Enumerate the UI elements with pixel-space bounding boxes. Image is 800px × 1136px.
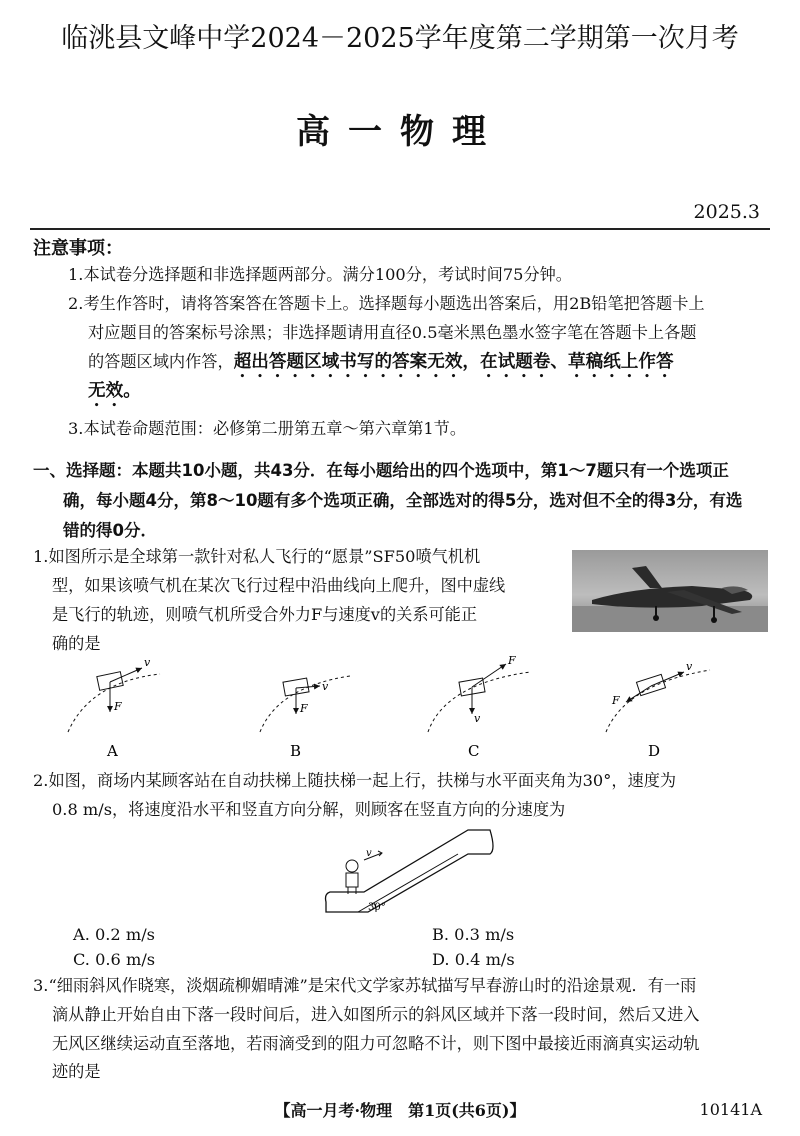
escalator-angle-label: 30° bbox=[368, 902, 386, 913]
q2-option-b: B. 0.3 m/s bbox=[432, 925, 515, 944]
q1-c-v-label: v bbox=[474, 712, 481, 725]
q3-line4: 迹的是 bbox=[52, 1062, 101, 1081]
q2-line1: 2.如图，商场内某顾客站在自动扶梯上随扶梯一起上行，扶梯与水平面夹角为30°，速度为 bbox=[33, 771, 677, 790]
q3-line2: 滴从静止开始自由下落一段时间后，进入如图所示的斜风区域并下落一段时间，然后又进入 bbox=[52, 1005, 700, 1024]
q3-line1: 3.“细雨斜风作晓寒，淡烟疏柳媚晴滩”是宋代文学家苏轼描写早春游山时的沿途景观．有一雨 bbox=[33, 976, 697, 995]
note-item-2-line2: 对应题目的答案标号涂黑；非选择题请用直径0.5毫米黑色墨水签字笔在答题卡上各题 bbox=[88, 323, 697, 342]
note-item-2-line3 bbox=[88, 347, 674, 382]
note-item-2-emphasis: 超出答题区域书写的答案无效，在试题卷、草稿纸上作答 bbox=[233, 352, 674, 372]
note-item-1: 1.本试卷分选择题和非选择题两部分。满分100分，考试时间75分钟。 bbox=[68, 265, 572, 284]
q1-option-c-label: C bbox=[468, 742, 480, 760]
q1-c-f-label: F bbox=[508, 654, 516, 667]
q1-line1: 1.如图所示是全球第一款针对私人飞行的“愿景”SF50喷气机机 bbox=[33, 547, 481, 566]
q1-option-b-label: B bbox=[290, 742, 302, 760]
q2-line2: 0.8 m/s，将速度沿水平和竖直方向分解，则顾客在竖直方向的分速度为 bbox=[52, 800, 566, 819]
q1-option-d-label: D bbox=[648, 742, 661, 760]
q1-a-v-label: v bbox=[144, 656, 151, 669]
q1-option-d-diagram bbox=[606, 660, 710, 732]
notes-heading: 注意事项： bbox=[33, 238, 123, 259]
note-item-2-line1: 2.考生作答时，请将答案答在答题卡上。选择题每小题选出答案后，用2B铅笔把答题卡上 bbox=[68, 294, 705, 313]
exam-title: 临洮县文峰中学2024－2025学年度第二学期第一次月考 bbox=[61, 23, 739, 54]
q2-option-a: A. 0.2 m/s bbox=[73, 925, 155, 944]
jet-photo bbox=[572, 550, 768, 632]
q1-b-v-label: v bbox=[322, 680, 329, 693]
escalator-diagram bbox=[318, 826, 498, 916]
page-footer: 【高一月考·物理 第1页(共6页)】 bbox=[274, 1101, 526, 1120]
q1-line2: 型，如果该喷气机在某次飞行过程中沿曲线向上爬升，图中虚线 bbox=[52, 576, 506, 595]
note-item-2-plain: 的答题区域内作答， bbox=[88, 352, 234, 371]
q1-option-b-diagram bbox=[260, 676, 350, 732]
section-1-instructions bbox=[33, 456, 775, 546]
q1-d-f-label: F bbox=[612, 694, 620, 707]
note-item-3: 3.本试卷命题范围：必修第二册第五章～第六章第1节。 bbox=[68, 419, 467, 438]
q1-diagrams bbox=[50, 652, 750, 764]
section-1-line1: 一、选择题：本题共10小题，共43分．在每小题给出的四个选项中，第1～7题只有一个选项正 bbox=[33, 461, 729, 480]
q2-option-c: C. 0.6 m/s bbox=[73, 950, 156, 969]
q3-line3: 无风区继续运动直至落地，若雨滴受到的阻力可忽略不计，则下图中最接近雨滴真实运动轨 bbox=[52, 1034, 700, 1053]
q1-line3: 是飞行的轨迹，则喷气机所受合外力F与速度v的关系可能正 bbox=[52, 605, 478, 624]
q2-option-d: D. 0.4 m/s bbox=[432, 950, 515, 969]
header-divider bbox=[30, 228, 770, 230]
note-item-2-emphasis-end: 无效。 bbox=[88, 381, 141, 401]
section-1-line3: 错的得0分． bbox=[63, 521, 157, 540]
section-1-line2: 确，每小题4分，第8～10题有多个选项正确，全部选对的得5分，选对但不全的得3分，有选 bbox=[63, 491, 743, 510]
q1-option-c-diagram bbox=[428, 654, 530, 732]
subject-title: 高一物理 bbox=[296, 112, 504, 152]
q1-option-a-diagram bbox=[68, 656, 160, 732]
q1-d-v-label: v bbox=[686, 660, 693, 673]
q1-b-f-label: F bbox=[300, 702, 308, 715]
q1-a-f-label: F bbox=[114, 700, 122, 713]
q1-option-a-label: A bbox=[107, 742, 118, 760]
q1-line4: 确的是 bbox=[52, 634, 101, 653]
exam-code: 10141A bbox=[699, 1100, 762, 1119]
note-item-2-line4 bbox=[88, 376, 141, 411]
escalator-velocity-label: v bbox=[366, 848, 372, 859]
exam-date: 2025.3 bbox=[693, 201, 760, 223]
